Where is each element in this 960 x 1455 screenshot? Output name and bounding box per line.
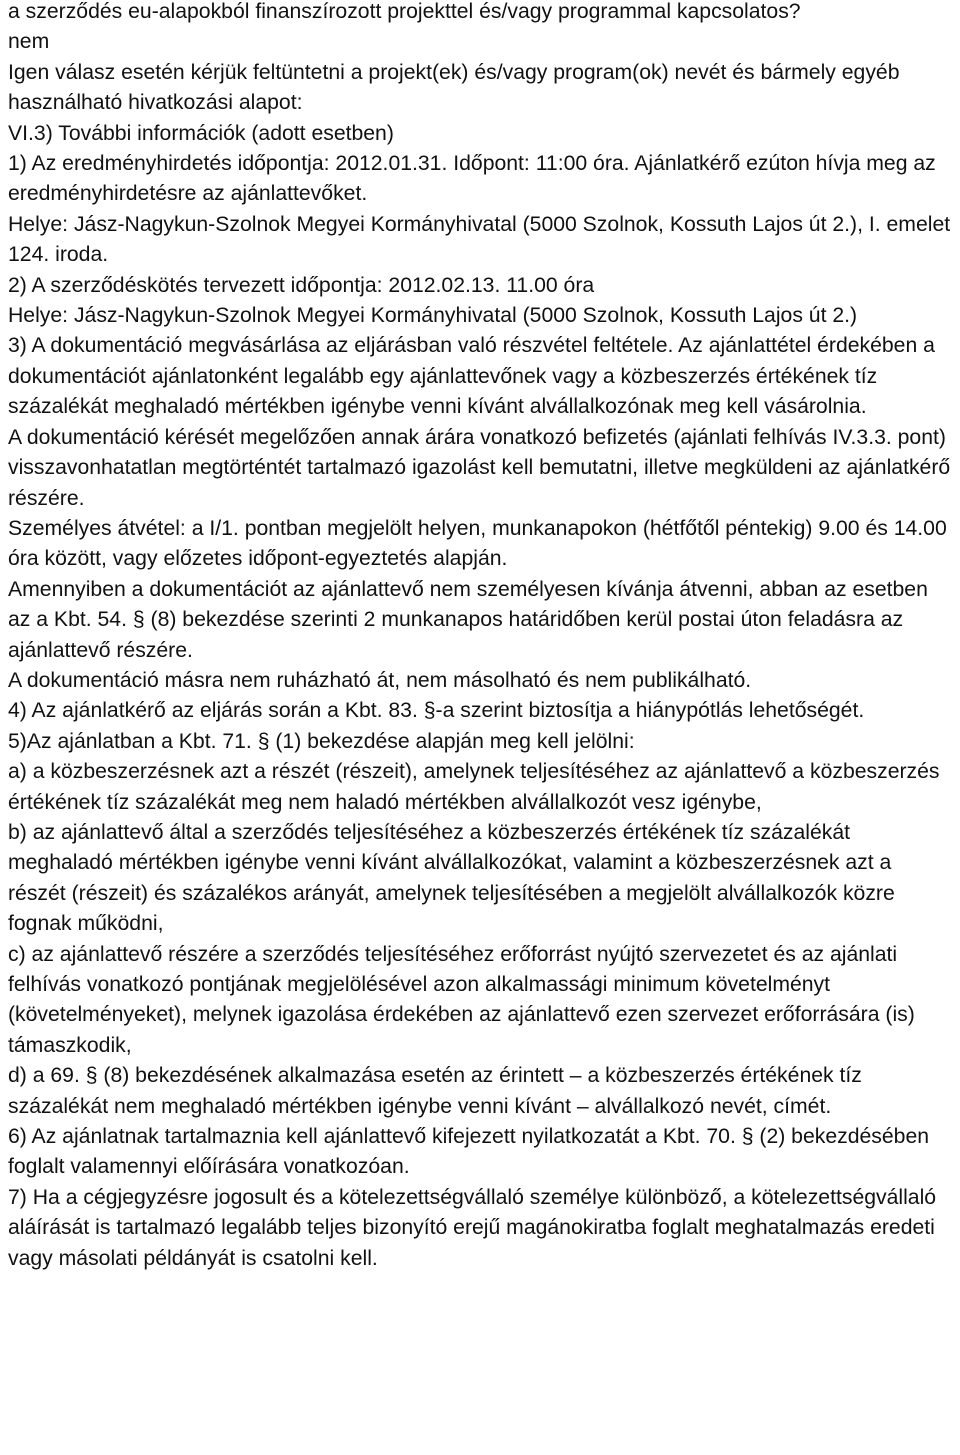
postal-delivery-paragraph: Amennyiben a dokumentációt az ajánlattevő nem személyesen kívánja átvenni, abban az esetben az a Kbt. 54. § (8) bekezdése szerinti 2 munkanapos határidőben kerül postai úton feladásra az ajánlattevő részére. (8, 577, 928, 662)
section-heading-vi-3: VI.3) További információk (adott esetben) (8, 121, 394, 145)
requirement-item-b: b) az ajánlattevő által a szerződés teljesítéséhez a közbeszerzés értékének tíz százalékát meghaladó mértékben igénybe venni kívánt alvállalkozókat, valamint a közbeszerzésnek azt a részét (részeit) és százalékos arányát, amelynek teljesítésében a megjelölt alvállalkozók közre fognak működni, (8, 820, 895, 936)
requirement-item-c: c) az ajánlattevő részére a szerződés teljesítéséhez erőforrást nyújtó szervezetet és az ajánlati felhívás vonatkozó pontjának megjelölésével azon alkalmassági minimum követelményt (követelményeket), melynek igazolása érdekében az ajánlattevő ezen szervezet erőforrására (is) támaszkodik, (8, 942, 915, 1057)
contract-signing-location: Helye: Jász-Nagykun-Szolnok Megyei Kormányhivatal (5000 Szolnok, Kossuth Lajos út 2.) (8, 304, 858, 328)
documentation-payment-proof: A dokumentáció kérését megelőzően annak árára vonatkozó befizetés (ajánlati felhívás IV.3.3. pont) visszavonhatatlan megtörténtét tartalmazó igazolást kell bemutatni, illetve megküldeni az ajánlatkérő részére. (8, 425, 951, 510)
offer-requirements-intro: 5)Az ajánlatban a Kbt. 71. § (1) bekezdése alapján meg kell jelölni: (8, 729, 635, 753)
eu-funding-instruction: Igen válasz esetén kérjük feltüntetni a projekt(ek) és/vagy program(ok) nevét és bármely egyéb használható hivatkozási alapot: (8, 60, 900, 115)
result-announcement-paragraph: 1) Az eredményhirdetés időpontja: 2012.01.31. Időpont: 11:00 óra. Ajánlatkérő ezúton hívja meg az eredményhirdetésre az ajánlattevőket. (8, 152, 936, 206)
result-announcement-location: Helye: Jász-Nagykun-Szolnok Megyei Kormányhivatal (5000 Szolnok, Kossuth Lajos út 2.), I. emelet 124. iroda. (8, 212, 951, 267)
personal-pickup-paragraph: Személyes átvétel: a I/1. pontban megjelölt helyen, munkanapokon (hétfőtől péntekig) 9.00 és 14.00 óra között, vagy előzetes időpont-egyeztetés alapján. (8, 516, 947, 571)
requirement-item-a: a) a közbeszerzésnek azt a részét (részeit), amelynek teljesítéséhez az ajánlattevő a közbeszerzés értékének tíz százalékát meg nem haladó mértékben alvállalkozót vesz igénybe, (8, 760, 940, 814)
declaration-paragraph: 6) Az ajánlatnak tartalmaznia kell ajánlattevő kifejezett nyilatkozatát a Kbt. 70. § (2) bekezdésében foglalt valamennyi előírására vonatkozóan. (8, 1125, 930, 1179)
contract-signing-date: 2) A szerződéskötés tervezett időpontja: 2012.02.13. 11.00 óra (8, 273, 595, 297)
documentation-purchase-condition: 3) A dokumentáció megvásárlása az eljárásban való részvétel feltétele. Az ajánlattétel érdekében a dokumentációt ajánlatonként legalább egy ajánlattevőnek vagy a közbeszerzés értékének tíz százalékát meghaladó mértékben igénybe venni kívánt alvállalkozónak meg kell vásárolnia. (8, 334, 935, 419)
requirement-item-d: d) a 69. § (8) bekezdésének alkalmazása esetén az érintett – a közbeszerzés értékének tíz százalékát nem meghaladó mértékben igénybe venni kívánt – alvállalkozó nevét, címét. (8, 1064, 862, 1118)
authorization-paragraph: 7) Ha a cégjegyzésre jogosult és a kötelezettségvállaló személye különböző, a kötelezettségvállaló aláírását is tartalmazó legalább teljes bizonyító erejű magánokiratba foglalt meghatalmazás eredeti vagy másolati példányát is csatolni kell. (8, 1185, 937, 1270)
documentation-restriction: A dokumentáció másra nem ruházható át, nem másolható és nem publikálható. (8, 668, 752, 692)
eu-funding-question: a szerződés eu-alapokból finanszírozott projekttel és/vagy programmal kapcsolatos? (8, 0, 801, 23)
eu-funding-answer: nem (8, 30, 50, 54)
deficiency-remedy-paragraph: 4) Az ajánlatkérő az eljárás során a Kbt. 83. §-a szerint biztosítja a hiánypótlás lehetőségét. (8, 699, 865, 723)
